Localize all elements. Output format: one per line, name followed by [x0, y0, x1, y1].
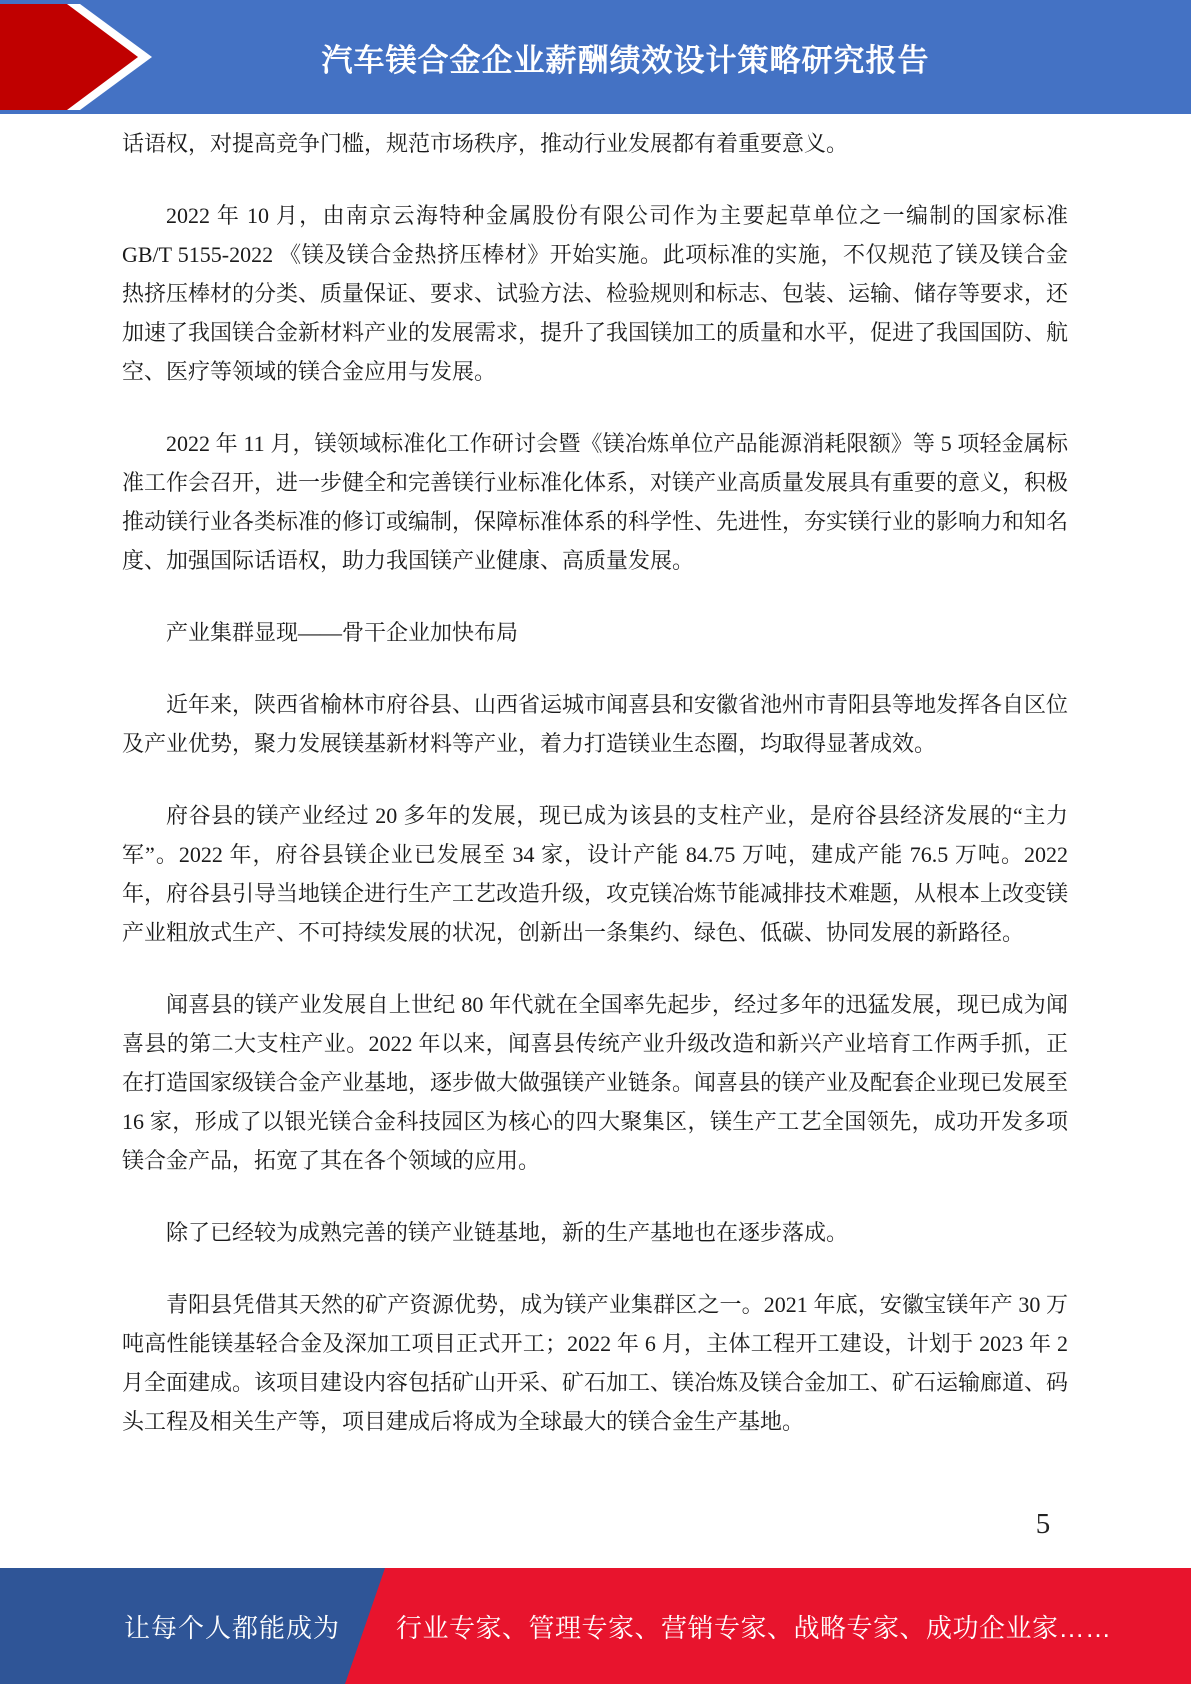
- page-number: 5: [1035, 1508, 1051, 1540]
- paragraph-standardization-meeting: 2022 年 11 月，镁领域标准化工作研讨会暨《镁冶炼单位产品能源消耗限额》等 5 项轻金属标准工作会召开，进一步健全和完善镁行业标准化体系，对镁产业高质量发展具有重要的意义，积极推动镁行业各类标准的修订或编制，保障标准体系的科学性、先进性，夯实镁行业的影响力和知名度、加强国际话语权，助力我国镁产业健康、高质量发展。: [122, 431, 1069, 573]
- paragraph-new-bases: 除了已经较为成熟完善的镁产业链基地，新的生产基地也在逐步落成。: [166, 1220, 849, 1245]
- header-band: [0, 0, 1191, 114]
- paragraph-wenxi-county: 闻喜县的镁产业发展自上世纪 80 年代就在全国率先起步，经过多年的迅猛发展，现已成为闻喜县的第二大支柱产业。2022 年以来，闻喜县传统产业升级改造和新兴产业培育工作两手抓，正在打造国家级镁合金产业基地，逐步做大做强镁产业链条。闻喜县的镁产业及配套企业现已发展至 16 家，形成了以银光镁合金科技园区为核心的四大聚集区，镁生产工艺全国领先，成功开发多项镁合金产品，拓宽了其在各个领域的应用。: [122, 992, 1069, 1173]
- footer-left-tagline: 让每个人都能成为: [123, 1612, 340, 1643]
- paragraph-standard-gbt: 2022 年 10 月，由南京云海特种金属股份有限公司作为主要起草单位之一编制的国家标准 GB/T 5155-2022 《镁及镁合金热挤压棒材》开始实施。此项标准的实施，不仅规范了镁及镁合金热挤压棒材的分类、质量保证、要求、试验方法、检验规则和标志、包装、运输、储存等要求，还加速了我国镁合金新材料产业的发展需求，提升了我国镁加工的质量和水平，促进了我国国防、航空、医疗等领域的镁合金应用与发展。: [122, 203, 1069, 384]
- paragraph-regions-overview: 近年来，陕西省榆林市府谷县、山西省运城市闻喜县和安徽省池州市青阳县等地发挥各自区位及产业优势，聚力发展镁基新材料等产业，着力打造镁业生态圈，均取得显著成效。: [122, 692, 1069, 756]
- paragraph-qingyang-county: 青阳县凭借其天然的矿产资源优势，成为镁产业集群区之一。2021 年底，安徽宝镁年产 30 万吨高性能镁基轻合金及深加工项目正式开工；2022 年 6 月，主体工程开工建设，计划于 2023 年 2 月全面建成。该项目建设内容包括矿山开采、矿石加工、镁冶炼及镁合金加工、矿石运输廊道、码头工程及相关生产等，项目建成后将成为全球最大的镁合金生产基地。: [122, 1292, 1069, 1434]
- body-text: [122, 124, 1068, 1474]
- footer-right-tagline: 行业专家、管理专家、营销专家、战略专家、成功企业家……: [396, 1612, 1112, 1643]
- paragraph-fugu-county: 府谷县的镁产业经过 20 多年的发展，现已成为该县的支柱产业，是府谷县经济发展的“主力军”。2022 年，府谷县镁企业已发展至 34 家，设计产能 84.75 万吨，建成产能 76.5 万吨。2022 年，府谷县引导当地镁企进行生产工艺改造升级，攻克镁冶炼节能减排技术难题，从根本上改变镁产业粗放式生产、不可持续发展的状况，创新出一条集约、绿色、低碳、协同发展的新路径。: [122, 803, 1069, 945]
- paragraph-continuation: 话语权，对提高竞争门槛，规范市场秩序，推动行业发展都有着重要意义。: [122, 131, 849, 156]
- report-title: 汽车镁合金企业薪酬绩效设计策略研究报告: [321, 42, 930, 78]
- section-line-industry-cluster: 产业集群显现——骨干企业加快布局: [166, 620, 519, 645]
- footer-band: [0, 1568, 1191, 1684]
